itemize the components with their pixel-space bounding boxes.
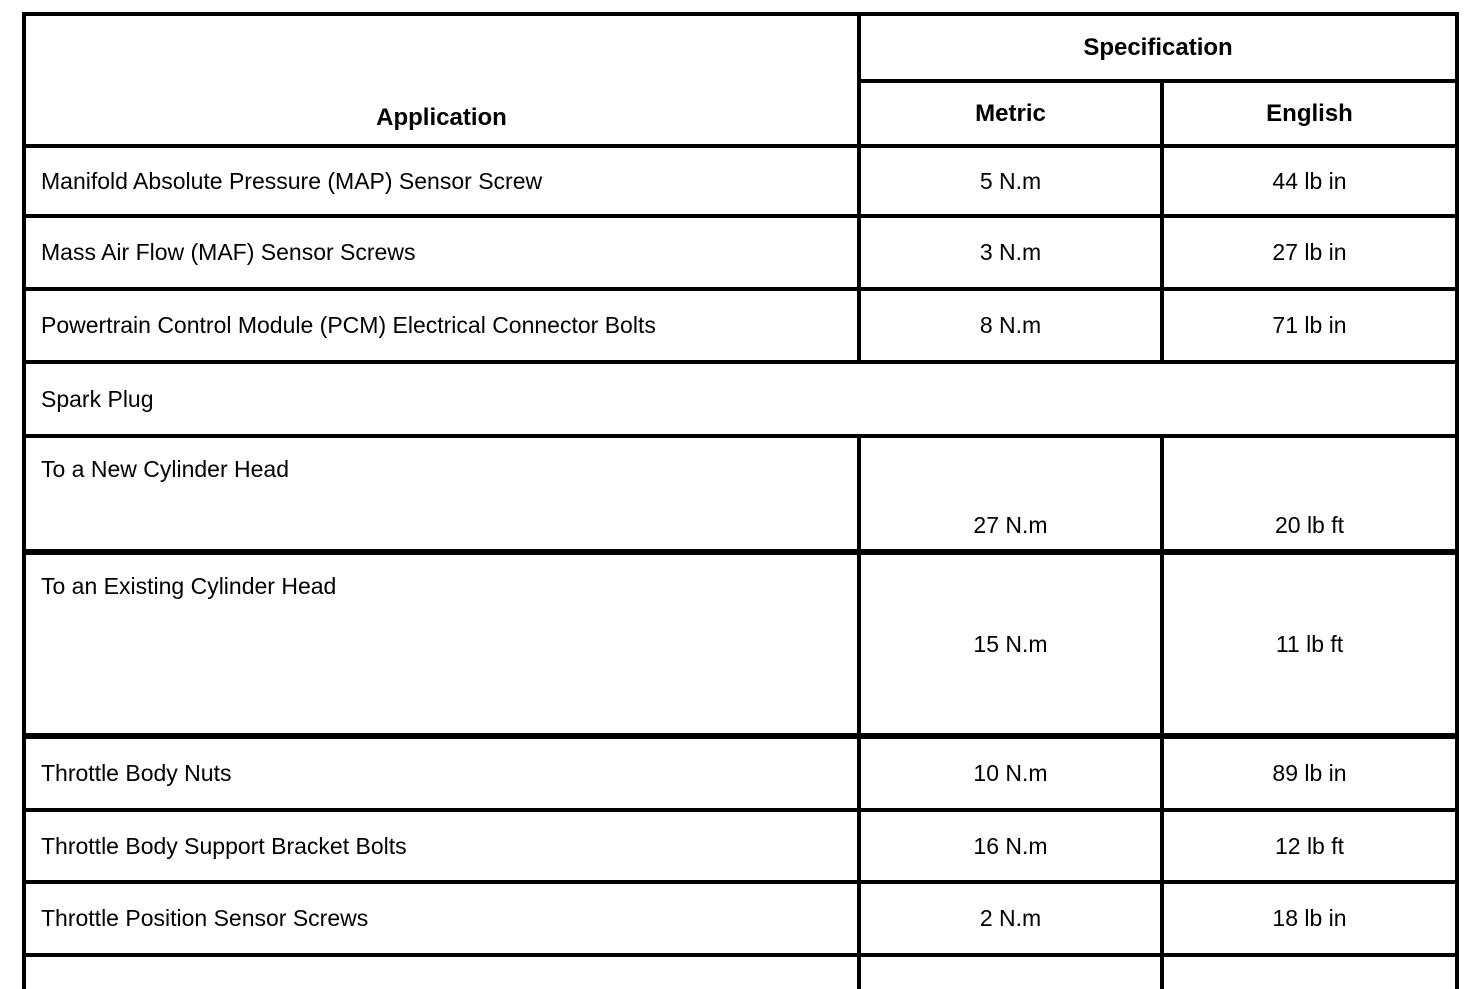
application-cell: To an Existing Cylinder Head bbox=[24, 552, 859, 736]
section-row-spark-plug bbox=[24, 362, 1457, 436]
table-row-throttle-body-support-bracket-bolts bbox=[24, 810, 1457, 882]
table-row-pcm-connector-bolts bbox=[24, 289, 1457, 362]
english-value-cell: 20 lb ft bbox=[1162, 436, 1457, 552]
table-row-map-sensor-screw bbox=[24, 146, 1457, 216]
english-value-cell: 11 lb ft bbox=[1162, 552, 1457, 736]
english-value-cell: 89 lb in bbox=[1162, 736, 1457, 810]
metric-value-cell: 5 N.m bbox=[859, 146, 1162, 216]
application-cell bbox=[24, 955, 859, 989]
metric-value-cell: 8 N.m bbox=[859, 289, 1162, 362]
metric-value-cell: 3 N.m bbox=[859, 216, 1162, 289]
english-value-cell: 44 lb in bbox=[1162, 146, 1457, 216]
metric-value-cell: 2 N.m bbox=[859, 882, 1162, 955]
column-header-metric: Metric bbox=[859, 81, 1162, 146]
table-row-throttle-body-nuts bbox=[24, 736, 1457, 810]
table-row-new-cylinder-head bbox=[24, 436, 1457, 552]
metric-value-cell bbox=[859, 955, 1162, 989]
application-cell: Powertrain Control Module (PCM) Electrical Connector Bolts bbox=[24, 289, 859, 362]
application-cell: Throttle Position Sensor Screws bbox=[24, 882, 859, 955]
table-row-maf-sensor-screws bbox=[24, 216, 1457, 289]
english-value-cell: 71 lb in bbox=[1162, 289, 1457, 362]
application-cell: Throttle Body Support Bracket Bolts bbox=[24, 810, 859, 882]
metric-value-cell: 10 N.m bbox=[859, 736, 1162, 810]
english-value-cell: 12 lb ft bbox=[1162, 810, 1457, 882]
application-cell: Mass Air Flow (MAF) Sensor Screws bbox=[24, 216, 859, 289]
metric-value-cell: 27 N.m bbox=[859, 436, 1162, 552]
header-row-specification bbox=[24, 14, 1457, 81]
application-cell: To a New Cylinder Head bbox=[24, 436, 859, 552]
metric-value-cell: 16 N.m bbox=[859, 810, 1162, 882]
torque-specification-table bbox=[22, 12, 1459, 989]
metric-value-cell: 15 N.m bbox=[859, 552, 1162, 736]
table-row-existing-cylinder-head bbox=[24, 552, 1457, 736]
application-cell: Manifold Absolute Pressure (MAP) Sensor Screw bbox=[24, 146, 859, 216]
column-header-application: Application bbox=[24, 14, 859, 146]
section-label-cell: Spark Plug bbox=[24, 362, 1457, 436]
page bbox=[0, 12, 1472, 968]
column-header-specification: Specification bbox=[859, 14, 1457, 81]
table-row-throttle-position-sensor-screws bbox=[24, 882, 1457, 955]
application-cell: Throttle Body Nuts bbox=[24, 736, 859, 810]
english-value-cell: 27 lb in bbox=[1162, 216, 1457, 289]
english-value-cell: 18 lb in bbox=[1162, 882, 1457, 955]
table-row-clipped bbox=[24, 955, 1457, 989]
english-value-cell bbox=[1162, 955, 1457, 989]
column-header-english: English bbox=[1162, 81, 1457, 146]
